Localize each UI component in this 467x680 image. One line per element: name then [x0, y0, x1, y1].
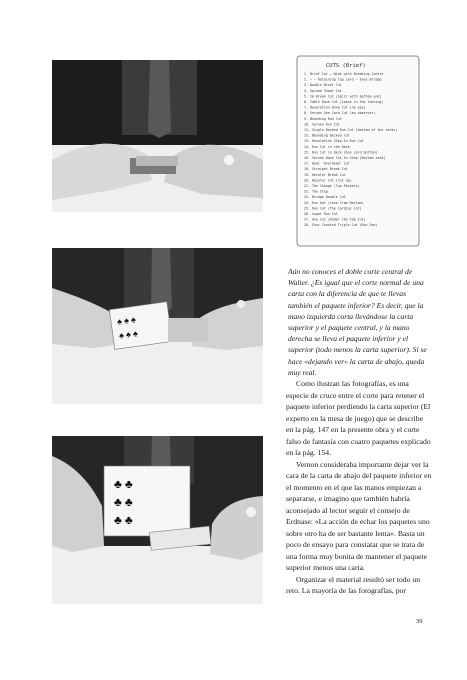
card-line: 18. Straight Break Cut	[304, 167, 348, 172]
card-line: 17. Deal 'Overhead' Cut	[304, 161, 350, 166]
photo-hands-showing-eight-of-clubs	[52, 436, 263, 604]
handwritten-index-card	[296, 55, 420, 247]
card-line: 20. Heckler Cut (Cut up)	[304, 178, 352, 183]
paragraph-3: Organizar el material resultó ser todo un reto. La mayoría de las fotografías, por	[286, 574, 421, 595]
card-line: 3. Double Brief Cut	[304, 83, 342, 88]
card-line: 6. Table Dove Cut (Loose in the running)	[304, 100, 384, 104]
paragraph-1: Como ilustran las fotografías, es una especie de cruce entre el corte para retener el paquete inferior perdiendo la carta superior (El experto en la mesa de juego) que se describe en la pág. 147 en la presente obra y el corte falso de fantasía con cuatro paquetes explicado en la pág. 154.	[286, 379, 431, 457]
card-line: 1. Brief Cut — Wide with Breaking Centre	[304, 72, 384, 76]
card-line: 16. Vernon Dove Cut to Stop (Bottom card)	[304, 156, 386, 160]
card-line: 9. Bounding Run Cut	[304, 116, 342, 121]
svg-text:♣ ♣: ♣ ♣	[114, 513, 133, 527]
body-text	[286, 378, 432, 597]
svg-text:♣ ♣: ♣ ♣	[114, 495, 133, 509]
photo-hands-cutting-deck	[52, 60, 263, 212]
card-line: 27. Ace Cut (Under the Tab Cut)	[304, 217, 366, 222]
card-line: 2. — — Retaining top card — Even Bridge	[304, 77, 382, 82]
svg-text:♣ ♣: ♣ ♣	[114, 477, 133, 491]
svg-text:♠ ♠ ♠: ♠ ♠ ♠	[116, 314, 137, 327]
card-line: 13. Revelation Step-In Run Cut	[304, 139, 364, 144]
paragraph-2: Vernon consideraba importante dejar ver la cara de la carta de abajo del paquete inferior en el momento en el que las manos empiezan a separarse, e imagino que también habría aconsejado al lector seguir el consejo de Erdnase: «La acción de echar los paquetes uno sobre otro ha de ser bastante lenta». Basta un poco de ensayo para constatar que se trata de una forma muy bonita de mantener el paquete superior menos una carta.	[286, 459, 432, 572]
card-line: 8. Vernon One Card Cut (an observer)	[304, 111, 376, 116]
photo-caption	[288, 266, 428, 378]
card-line: 22. The Step	[304, 189, 328, 194]
card-line: 19. Heckler Break Cut	[304, 172, 346, 177]
card-line: 28. Four Counted Triple Cut (Run Fan)	[304, 223, 378, 228]
card-line: 25. Run Cut (The cardiac cut)	[304, 206, 362, 211]
card-line: 4. Spread Shoot Cut	[304, 88, 342, 93]
card-line: 12. Bounding Decked Cut	[304, 133, 350, 138]
page-number: 39	[416, 618, 423, 625]
card-line: 14. Run Cut in the Deck	[304, 144, 350, 149]
card-line: 24. Run Out (Lose from Bottom)	[304, 200, 364, 205]
card-line: 7. Revelation Dove Cut (no pip)	[304, 105, 366, 110]
card-line: 23. Bridge Double Cut	[304, 195, 346, 200]
caption-text: Aún no conoces el doble corte central de Walter. ¿Es igual que el corte normal de una carta con la diferencia de que te llevas también el paquete inferior? Es decir, que la mano izquierda corta llevándose la carta superior y el paquete central, y la mano derecha se lleva el paquete inferior y el superior (todo menos la carta superior). Si se hace «dejando ver» la carta de abajo, queda muy real.	[288, 267, 427, 377]
card-title: CUTS (Brief)	[326, 63, 366, 69]
svg-text:♠ ♠ ♠: ♠ ♠ ♠	[118, 328, 139, 341]
card-line: 5. Im Break Cut (Split with bottom end)	[304, 94, 382, 99]
card-line: 26. Lower Run Cut	[304, 212, 338, 216]
card-line: 10. Vernon Run Cut	[304, 122, 340, 127]
photo-hands-showing-eight-of-spades	[52, 248, 263, 404]
card-line: 21. The Change (Two Packets)	[304, 184, 360, 188]
card-line: 15. Run Cut in Deck (Run card bottom)	[304, 150, 378, 155]
card-line: 11. Single Decked Run Cut (bottom of the cards)	[304, 128, 398, 132]
